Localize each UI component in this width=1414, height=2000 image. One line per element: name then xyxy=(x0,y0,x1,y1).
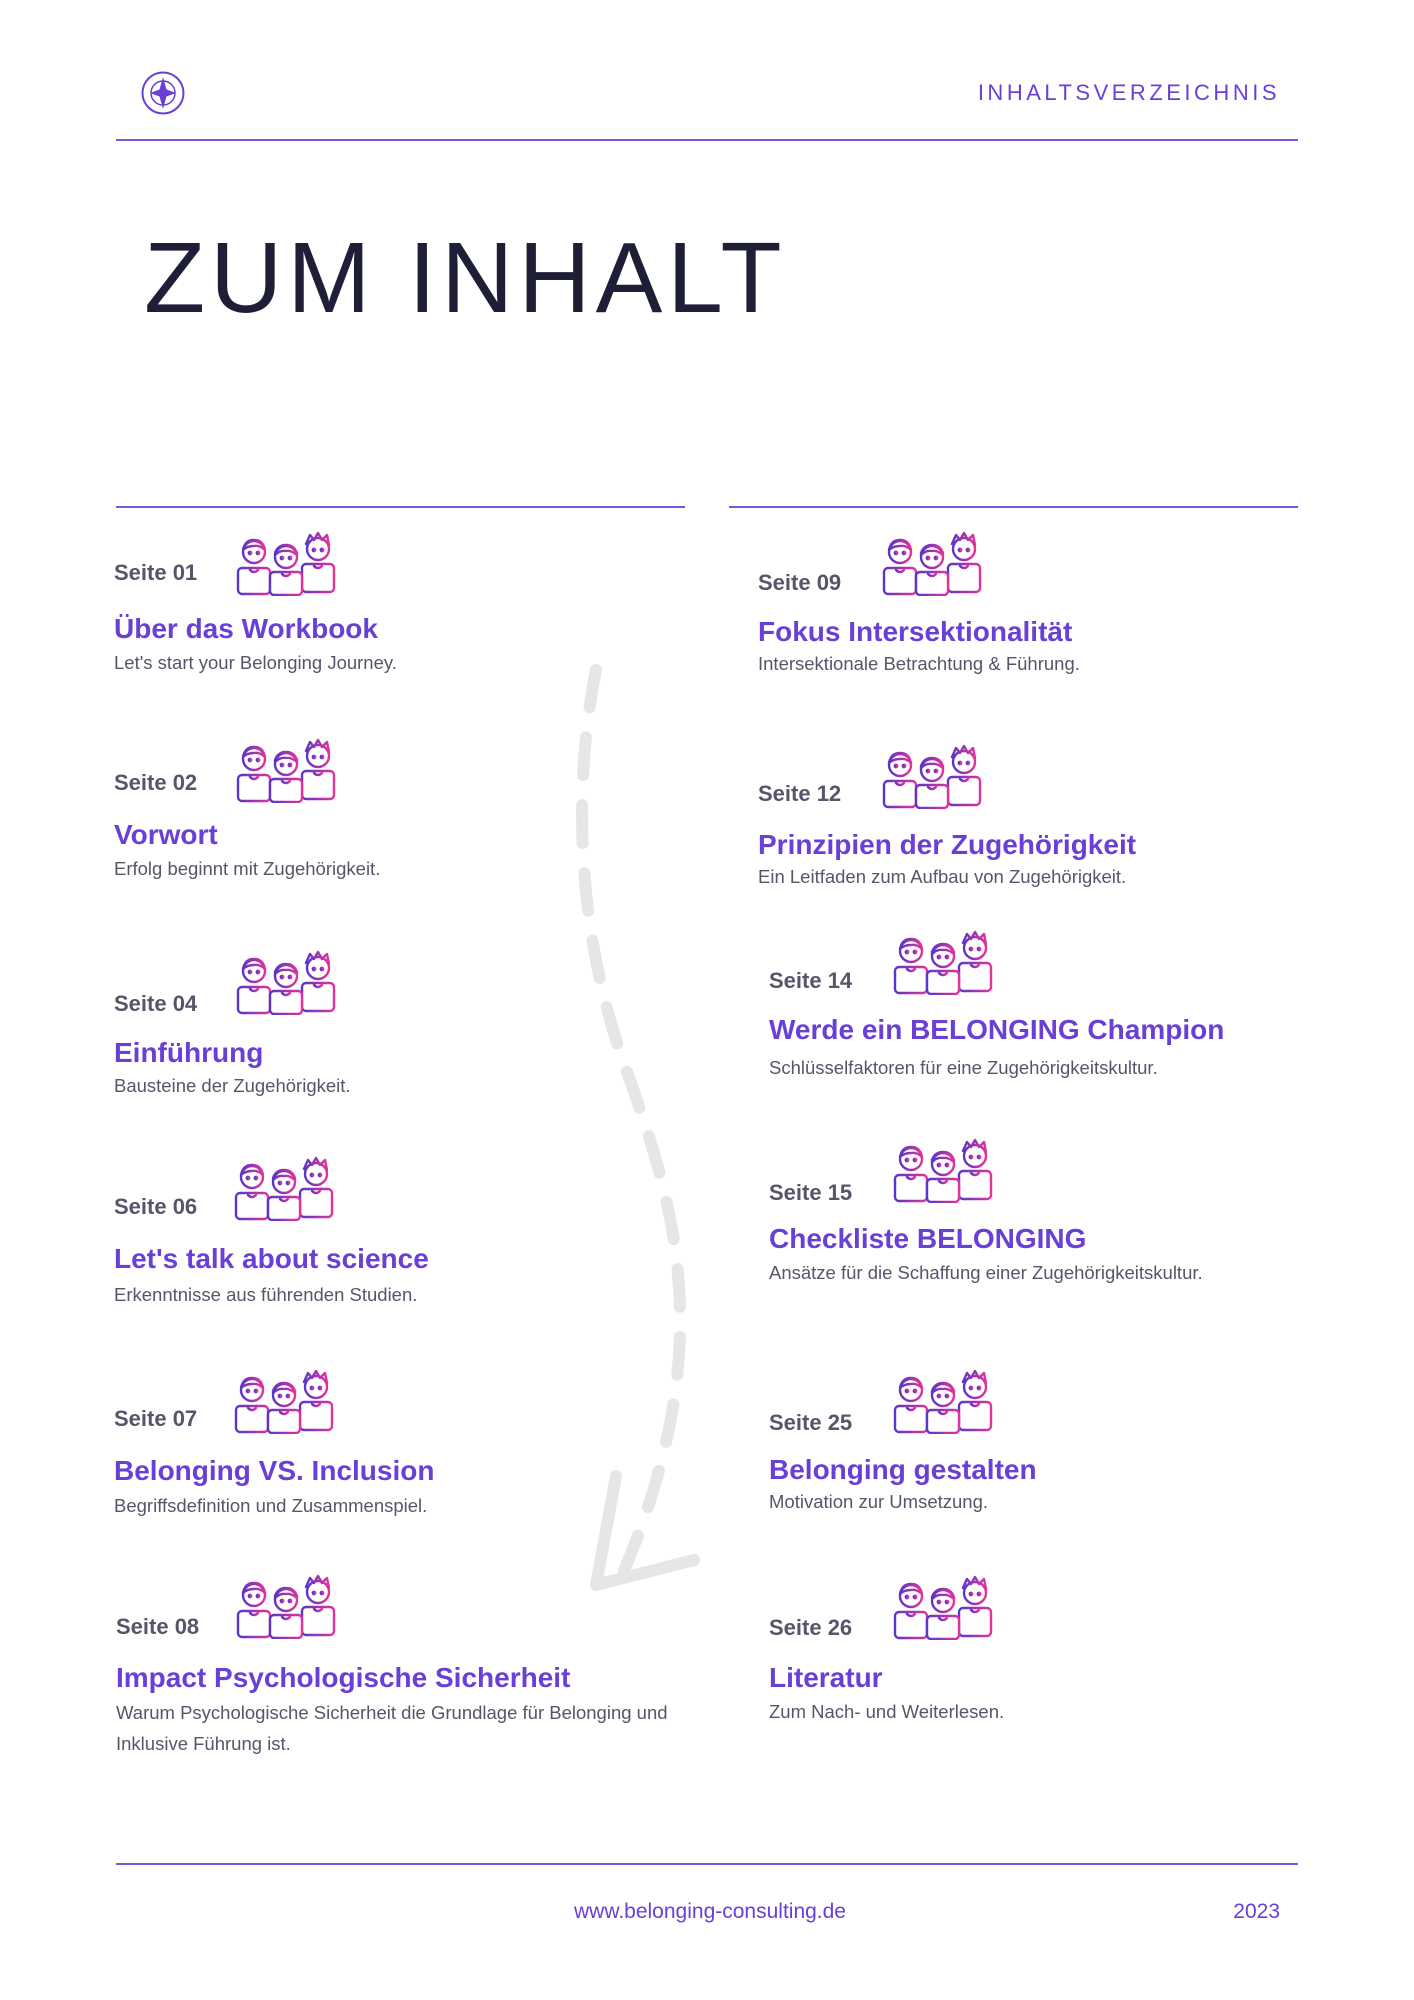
page-number: Seite 15 xyxy=(769,1180,853,1205)
people-group-icon xyxy=(236,530,336,596)
people-group-icon xyxy=(236,949,336,1015)
page-number: Seite 07 xyxy=(114,1406,198,1431)
page-number: Seite 08 xyxy=(116,1614,200,1639)
toc-entry-right[interactable] xyxy=(769,1368,1329,1518)
entry-description: Motivation zur Umsetzung. xyxy=(769,1491,989,1512)
page-number: Seite 04 xyxy=(114,991,198,1016)
toc-entry-right[interactable] xyxy=(769,1574,1329,1724)
people-group-icon xyxy=(234,1155,334,1221)
page-number: Seite 25 xyxy=(769,1410,853,1435)
entry-description: Let's start your Belonging Journey. xyxy=(114,652,397,673)
people-group-icon xyxy=(236,737,336,803)
toc-entry-right[interactable] xyxy=(769,1137,1329,1287)
entry-description: Bausteine der Zugehörigkeit. xyxy=(114,1075,351,1096)
entry-title: Literatur xyxy=(769,1662,883,1693)
page-number: Seite 26 xyxy=(769,1615,853,1640)
people-group-icon xyxy=(893,1574,993,1640)
entry-description: Ansätze für die Schaffung einer Zugehörigkeitskultur. xyxy=(769,1262,1203,1283)
entry-description: Intersektionale Betrachtung & Führung. xyxy=(758,653,1080,674)
people-group-icon xyxy=(236,1573,336,1639)
footer-year: 2023 xyxy=(1233,1900,1280,1923)
entry-title: Über das Workbook xyxy=(114,613,378,644)
left-column-divider xyxy=(116,506,685,508)
star-compass-icon xyxy=(140,70,186,116)
page-title: ZUM INHALT xyxy=(144,222,787,334)
people-group-icon xyxy=(882,530,982,596)
entry-description: Schlüsselfaktoren für eine Zugehörigkeitskultur. xyxy=(769,1057,1158,1078)
entry-title: Fokus Intersektionalität xyxy=(758,616,1073,647)
entry-title: Einführung xyxy=(114,1037,264,1068)
entry-title: Vorwort xyxy=(114,819,218,850)
section-label: INHALTSVERZEICHNIS xyxy=(977,80,1280,105)
toc-entry-right[interactable] xyxy=(769,929,1329,1079)
entry-title: Impact Psychologische Sicherheit xyxy=(116,1662,571,1693)
dashed-arrow-icon xyxy=(560,650,760,1610)
toc-entry-right[interactable] xyxy=(758,743,1318,893)
entry-description: Zum Nach- und Weiterlesen. xyxy=(769,1701,1005,1722)
entry-title: Belonging gestalten xyxy=(769,1454,1037,1485)
footer-website-link[interactable]: www.belonging-consulting.de xyxy=(573,1900,846,1923)
people-group-icon xyxy=(882,743,982,809)
footer-divider xyxy=(116,1863,1298,1865)
entry-title: Let's talk about science xyxy=(114,1243,429,1274)
entry-description: Begriffsdefinition und Zusammenspiel. xyxy=(114,1495,428,1516)
header-divider xyxy=(116,139,1298,141)
people-group-icon xyxy=(893,1137,993,1203)
people-group-icon xyxy=(234,1368,334,1434)
entry-title: Belonging VS. Inclusion xyxy=(114,1455,435,1486)
entry-description: Erfolg beginnt mit Zugehörigkeit. xyxy=(114,858,381,879)
entry-description: Ein Leitfaden zum Aufbau von Zugehörigkeit. xyxy=(758,866,1127,887)
people-group-icon xyxy=(893,929,993,995)
entry-title: Prinzipien der Zugehörigkeit xyxy=(758,829,1137,860)
right-column-divider xyxy=(729,506,1298,508)
entry-description: Erkenntnisse aus führenden Studien. xyxy=(114,1284,418,1305)
page-number: Seite 09 xyxy=(758,570,842,595)
people-group-icon xyxy=(893,1368,993,1434)
page-number: Seite 14 xyxy=(769,968,853,993)
page-number: Seite 12 xyxy=(758,781,842,806)
toc-entry-right[interactable] xyxy=(758,530,1318,680)
entry-description: Warum Psychologische Sicherheit die Grundlage für Belonging und Inklusive Führung ist. xyxy=(116,1702,668,1754)
page-number: Seite 02 xyxy=(114,770,198,795)
entry-title: Checkliste BELONGING xyxy=(769,1223,1087,1254)
page-number: Seite 01 xyxy=(114,560,198,585)
page-number: Seite 06 xyxy=(114,1194,198,1219)
entry-title: Werde ein BELONGING Champion xyxy=(769,1014,1225,1045)
